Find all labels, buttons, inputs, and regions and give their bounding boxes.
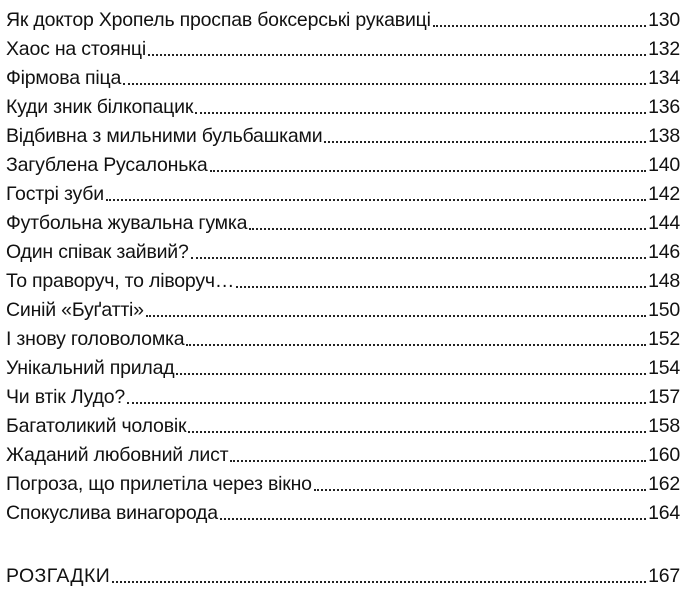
dot-leader: [195, 112, 646, 114]
toc-entry-page: 150: [648, 299, 680, 321]
toc-entry: [6, 381, 680, 409]
dot-leader: [106, 199, 646, 201]
toc-entry-page: 162: [648, 473, 680, 495]
toc-entry-title: Загублена Русалонька: [6, 154, 208, 176]
toc-entry-title: Фірмова піца: [6, 67, 122, 89]
toc-entry-page: 164: [648, 502, 680, 524]
toc-entry-title: Чи втік Лудо?: [6, 386, 126, 408]
dot-leader: [186, 344, 646, 346]
toc-entry: [6, 91, 680, 119]
toc-entry-page: 138: [648, 125, 680, 147]
toc-entry-page: 146: [648, 241, 680, 263]
toc-entry: [6, 294, 680, 322]
toc-entry-page: 140: [648, 154, 680, 176]
dot-leader: [148, 54, 646, 56]
toc-entry: [6, 265, 680, 293]
toc-entry-answers: [6, 560, 680, 588]
toc-entry-title: Синій «Буґатті»: [6, 299, 144, 321]
toc-entry-title: Відбивна з мильними бульбашками: [6, 125, 323, 147]
toc-entry-title: Спокуслива винагорода: [6, 502, 218, 524]
dot-leader: [324, 141, 646, 143]
toc-entry: [6, 33, 680, 61]
toc-entry-title: Хаос на стоянці: [6, 38, 147, 60]
toc-entry: [6, 468, 680, 496]
toc-entry-title: Жаданий любовний лист: [6, 444, 229, 466]
toc-entry: [6, 62, 680, 90]
dot-leader: [433, 25, 646, 27]
toc-entry-title: Погроза, що прилетіла через вікно: [6, 473, 312, 495]
toc-entry: [6, 149, 680, 177]
toc-entry-page: 160: [648, 444, 680, 466]
dot-leader: [127, 402, 646, 404]
toc-entry: [6, 120, 680, 148]
toc-entry-title: Один співак зайвий?: [6, 241, 189, 263]
dot-leader: [146, 315, 646, 317]
toc-entry-title: То праворуч, то ліворуч…: [6, 270, 235, 292]
toc-entry-page: 136: [648, 96, 680, 118]
toc-entry: [6, 207, 680, 235]
toc-entry-page: 167: [648, 565, 680, 587]
dot-leader: [210, 170, 647, 172]
dot-leader: [112, 581, 646, 583]
dot-leader: [236, 286, 646, 288]
dot-leader: [191, 257, 646, 259]
toc-entry: [6, 410, 680, 438]
toc-entry-title: Футбольна жувальна гумка: [6, 212, 248, 234]
toc-entry-title: Багатоликий чоловік: [6, 415, 187, 437]
toc-entry-title: Гострі зуби: [6, 183, 104, 205]
toc-entry-page: 152: [648, 328, 680, 350]
toc-entry-title: Як доктор Хропель проспав боксерські рукавиці: [6, 9, 431, 31]
toc-entry: [6, 178, 680, 206]
toc-entry-title: Унікальний прилад: [6, 357, 175, 379]
dot-leader: [220, 518, 646, 520]
dot-leader: [314, 489, 646, 491]
toc-entry: [6, 439, 680, 467]
toc-entry-page: 130: [648, 9, 680, 31]
toc-entry: [6, 323, 680, 351]
toc-entry-page: 154: [648, 357, 680, 379]
toc-entry-page: 134: [648, 67, 680, 89]
toc-entry-title: РОЗГАДКИ: [6, 565, 111, 587]
toc-entry: [6, 497, 680, 525]
dot-leader: [249, 228, 646, 230]
dot-leader: [123, 83, 646, 85]
toc-entry-page: 158: [648, 415, 680, 437]
toc-entry-page: 148: [648, 270, 680, 292]
toc-entry: [6, 236, 680, 264]
toc-entry-page: 132: [648, 38, 680, 60]
toc-entry-title: І знову головоломка: [6, 328, 185, 350]
dot-leader: [230, 460, 646, 462]
toc-entry-page: 157: [648, 386, 680, 408]
dot-leader: [176, 373, 646, 375]
dot-leader: [188, 431, 646, 433]
toc-entry: [6, 4, 680, 32]
toc-entry-page: 144: [648, 212, 680, 234]
toc-entry-title: Куди зник білкопацик: [6, 96, 194, 118]
toc-entry-page: 142: [648, 183, 680, 205]
toc-entry: [6, 352, 680, 380]
